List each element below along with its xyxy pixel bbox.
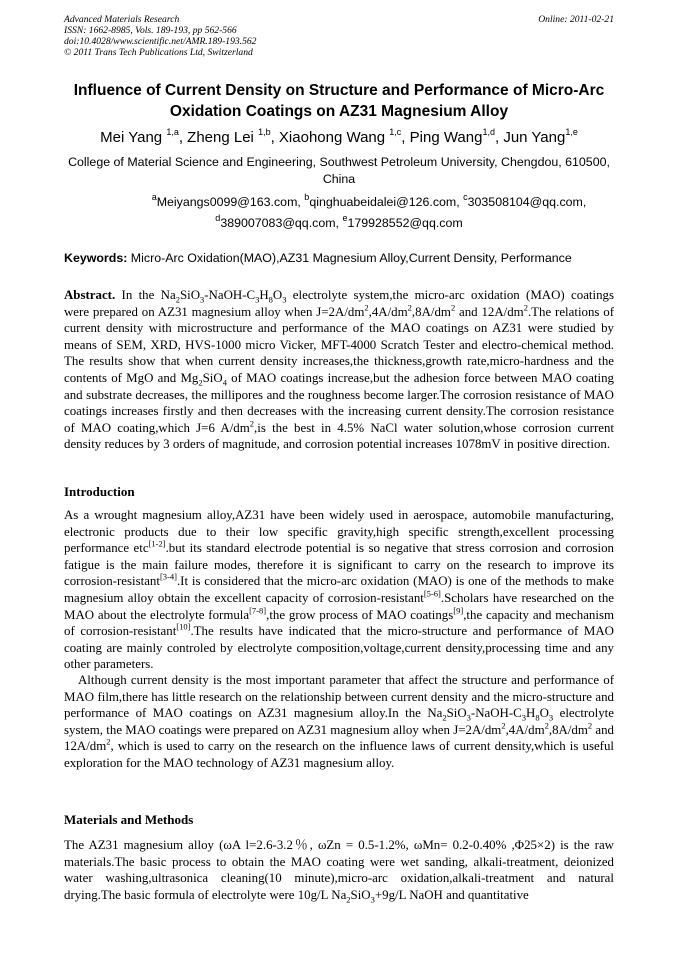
- author-affil-mark: 1,e: [565, 127, 578, 137]
- email-link[interactable]: 179928552@qq.com: [347, 216, 463, 230]
- author-name: Jun Yang: [503, 129, 566, 146]
- author-list: Mei Yang $^{1,a}$, Zheng Lei $^{1,b}$, Xiaohong Wang $^{1,c}$, Ping Wang$^{1,d}$, Jun Yang$^{1,e}$: [100, 127, 578, 146]
- email-list: [64, 192, 614, 234]
- email-link[interactable]: Meiyangs0099@163.com,: [156, 195, 305, 209]
- title-line-2: Oxidation Coatings on AZ31 Magnesium Alloy: [169, 103, 509, 120]
- citation-ref: [10]: [176, 621, 191, 632]
- journal-doi: doi:10.4028/www.scientific.net/AMR.189-193.562: [64, 36, 257, 47]
- title-line-1: Influence of Current Density on Structure and Performance of Micro-Arc: [73, 82, 605, 99]
- section-heading-materials-methods: Materials and Methods: [64, 812, 194, 827]
- section-heading-introduction: Introduction: [64, 484, 135, 499]
- paper-title: [64, 80, 614, 122]
- author-name: Mei Yang: [100, 129, 163, 146]
- author-affil-mark: 1,d: [482, 127, 495, 137]
- abstract-label: Abstract.: [64, 288, 116, 302]
- methods-paragraph: The AZ31 magnesium alloy (ωA l=2.6-3.2％, ωZn = 0.5-1.2%, ωMn= 0.2-0.40% ,Φ25×2) is the raw materials.The basic process to obtain the MAO coating were wet sanding, alkali-treatment, deionized water washing,ultrasonica cleaning(10 minute),micro-arc oxidation,alkali-treatment and natural drying.The basic formula of electrolyte were 10g/L $Na_2SiO_3+9g/L$ NaOH and quantitative: [64, 838, 614, 905]
- citation-ref: [1-2]: [148, 538, 166, 549]
- journal-name: Advanced Materials Research: [64, 14, 180, 25]
- affiliation-line-1: College of Material Science and Engineering, Southwest Petroleum University, Chengdou, 610500,: [68, 155, 610, 169]
- journal-header: [64, 14, 614, 58]
- keywords-label: Keywords:: [64, 251, 128, 265]
- citation-ref: [3-4]: [159, 572, 177, 583]
- affiliation-line-2: China: [322, 172, 356, 186]
- author-name: Zheng Lei: [187, 129, 254, 146]
- affiliation: [64, 154, 614, 188]
- author-affil-mark: 1,b: [258, 127, 271, 137]
- citation-ref: [9]: [453, 605, 464, 616]
- author-affil-mark: 1,a: [166, 127, 179, 137]
- citation-ref: [7-8]: [249, 605, 267, 616]
- introduction-paragraph-1: As a wrought magnesium alloy,AZ31 have been widely used in aerospace, automobile manufacturing, electronic products due to their low specific gravity,high specific strength,excellent processing performance etc[1-2].but its standard electrode potential is so negative that stress corrosion and corrosion fatigue is the main failure modes, therefore it is significant to carry on the research to improve its corrosion-resistant[3-4].It is considered that the micro-arc oxidation (MAO) is one of the methods to make magnesium alloy obtain the excellent capacity of corrosion-resistant[5-6].Scholars have researched on the MAO about the electrolyte formula[7-8],the grow process of MAO coatings[9],the capacity and mechanism of corrosion-resistant[10].The results have indicated that the micro-structure and performance of MAO coating are mainly controled by electrolyte composition,voltage,current density,processing time and any other parameters.: [64, 508, 615, 672]
- abstract: Abstract. In the $Na_2SiO_3-NaOH-C_3H_8O_3$ electrolyte system,the micro-arc oxidation (MAO) coatings were prepared on AZ31 magnesium alloy when $J=2A/dm^2,4A/dm^2,8A/dm^2$ and $12A/dm^2.The$ relations of current density with microstructure and performance of the MAO coatings on AZ31 were studied by means of SEM, XRD, HVS-1000 micro Vicker, MFT-4000 Scratch Tester and electro-chemical method. The results show that when current density increases,the thickness,growth rate,micro-hardness and the contents of MgO and $Mg_2SiO_4$ of MAO coatings increase,but the adhesion force between MAO coating and substrate decreases, the millipores and the roughness become larger.The corrosion resistance of MAO coatings increases firstly and then decreases with the increasing current density.The corrosion resistance of MAO coating,which J=6 $A/dm^2,is$ the best in 4.5% NaCl water solution,whose corrosion current density reduces by 3 orders of magnitude, and corrosion potential increases 1078mV in positive direction.: [64, 288, 614, 452]
- email-line-2: $^d$389007083@qq.com, $^e$179928552@qq.com: [215, 212, 463, 230]
- email-link[interactable]: qinghuabeidalei@126.com,: [309, 195, 464, 209]
- journal-issn: ISSN: 1662-8985, Vols. 189-193, pp 562-566: [64, 25, 237, 36]
- online-date: Online: 2011-02-21: [538, 14, 614, 25]
- keywords-text: Micro-Arc Oxidation(MAO),AZ31 Magnesium Alloy,Current Density, Performance: [127, 251, 572, 265]
- author-name: Ping Wang: [409, 129, 483, 146]
- email-link[interactable]: 389007083@qq.com,: [220, 216, 343, 230]
- author-affil-mark: 1,c: [389, 127, 402, 137]
- keywords: [64, 250, 614, 266]
- journal-copyright: © 2011 Trans Tech Publications Ltd, Switzerland: [64, 47, 253, 58]
- email-link[interactable]: 303508104@qq.com,: [467, 195, 587, 209]
- introduction-paragraph-2: Although current density is the most important parameter that affect the structure and performance of MAO film,there has little research on the relationship between current density and the micro-structure and performance of MAO coatings on AZ31 magnesium alloy.In the $Na_2SiO_3-NaOH-C_3H_8O_3$ electrolyte system, the MAO coatings were prepared on AZ31 magnesium alloy when $J=2A/dm^2,4A/dm^2,8A/dm^2$ and $12A/dm^2$, which is used to carry on the research on the influence laws of current density,which is useful exploration for the MAO technology of AZ31 magnesium alloy.: [64, 673, 614, 770]
- citation-ref: [5-6]: [423, 588, 441, 599]
- author-name: Xiaohong Wang: [278, 129, 386, 146]
- email-line-1: $^a$Meiyangs0099@163.com, $^b$qinghuabeidalei@126.com, $^c$303508104@qq.com,: [151, 191, 587, 209]
